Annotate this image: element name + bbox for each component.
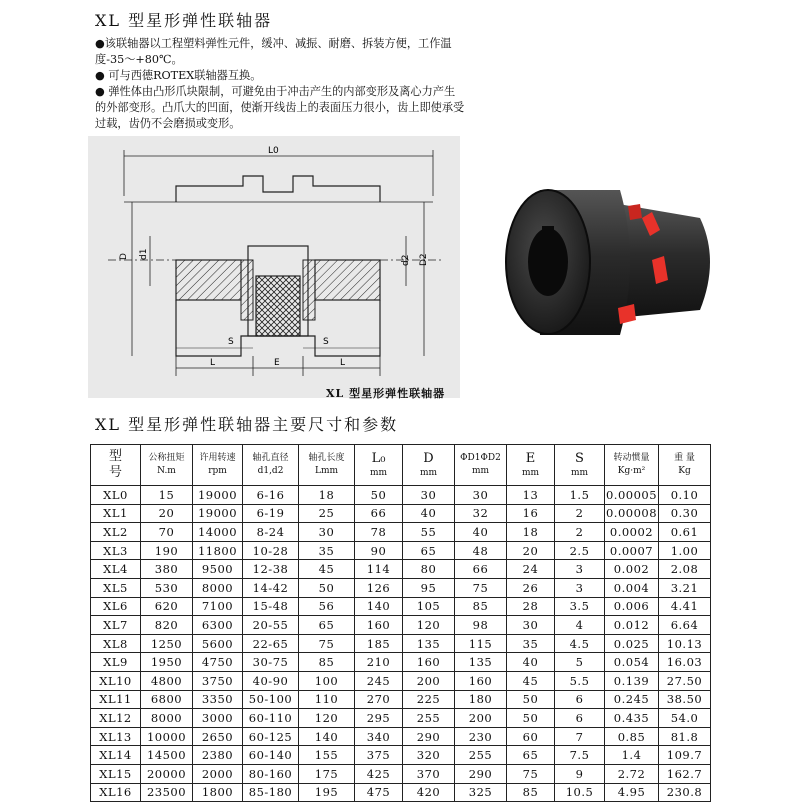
table-cell: 38.50	[659, 690, 711, 709]
table-cell: 1.00	[659, 541, 711, 560]
table-row	[91, 597, 711, 616]
table-cell: 85	[507, 783, 555, 802]
table-cell: 135	[455, 653, 507, 672]
table-row	[91, 578, 711, 597]
table-cell: 60-110	[243, 709, 299, 728]
table-cell: 230.8	[659, 783, 711, 802]
table-cell: 160	[455, 671, 507, 690]
table-row	[91, 653, 711, 672]
column-header-bottom: Kg	[678, 466, 691, 476]
table-cell: 75	[507, 764, 555, 783]
table-cell: 6-19	[243, 504, 299, 523]
table-cell: 7	[555, 727, 605, 746]
table-cell: 65	[403, 541, 455, 560]
table-cell: XL1	[91, 504, 141, 523]
table-cell: 80	[403, 560, 455, 579]
column-header-top: 轴孔长度	[308, 453, 345, 463]
spider-element	[256, 276, 300, 336]
label-l0: L0	[268, 146, 279, 156]
column-header-bottom: rpm	[208, 466, 227, 476]
table-cell: 6300	[193, 616, 243, 635]
table-cell: 70	[141, 523, 193, 542]
table-cell: 14500	[141, 746, 193, 765]
table-cell: XL2	[91, 523, 141, 542]
table-cell: 109.7	[659, 746, 711, 765]
table-cell: 0.139	[605, 671, 659, 690]
table-cell: XL15	[91, 764, 141, 783]
table-cell: 80-160	[243, 764, 299, 783]
shaft-bore	[528, 228, 568, 296]
table-cell: 30	[299, 523, 355, 542]
table-cell: 1.4	[605, 746, 659, 765]
table-cell: 110	[299, 690, 355, 709]
table-cell: 1950	[141, 653, 193, 672]
column-header-top: 轴孔直径	[252, 453, 289, 463]
table-cell: XL9	[91, 653, 141, 672]
table-cell: 0.85	[605, 727, 659, 746]
table-cell: 0.61	[659, 523, 711, 542]
table-cell: 0.00005	[605, 486, 659, 505]
table-cell: 120	[299, 709, 355, 728]
column-header-top: D	[423, 451, 434, 466]
table-cell: 50	[507, 690, 555, 709]
column-header-6	[403, 445, 455, 486]
table-cell: 5600	[193, 634, 243, 653]
table-cell: XL8	[91, 634, 141, 653]
table-cell: 120	[403, 616, 455, 635]
table-cell: 66	[355, 504, 403, 523]
table-cell: 27.50	[659, 671, 711, 690]
table-cell: 20	[141, 504, 193, 523]
table-cell: 75	[299, 634, 355, 653]
table-cell: 620	[141, 597, 193, 616]
table-cell: 10.5	[555, 783, 605, 802]
table-cell: 13	[507, 486, 555, 505]
table-cell: 5	[555, 653, 605, 672]
column-header-top: 许用转速	[199, 453, 236, 463]
table-row	[91, 560, 711, 579]
label-D2: D2	[419, 253, 429, 266]
table-cell: 3.21	[659, 578, 711, 597]
spec-table	[90, 444, 711, 802]
table-cell: XL12	[91, 709, 141, 728]
table-cell: 160	[355, 616, 403, 635]
column-header-4	[299, 445, 355, 486]
column-header-bottom: 号	[108, 465, 122, 480]
table-row	[91, 690, 711, 709]
table-cell: 9500	[193, 560, 243, 579]
table-cell: 0.054	[605, 653, 659, 672]
table-cell: 0.10	[659, 486, 711, 505]
table-cell: 2.08	[659, 560, 711, 579]
table-cell: 10000	[141, 727, 193, 746]
column-header-3	[243, 445, 299, 486]
table-cell: 1.5	[555, 486, 605, 505]
table-cell: 20	[507, 541, 555, 560]
table-cell: 14000	[193, 523, 243, 542]
column-header-bottom: mm	[471, 466, 490, 476]
table-cell: 0.025	[605, 634, 659, 653]
table-cell: 16.03	[659, 653, 711, 672]
table-cell: 160	[403, 653, 455, 672]
table-cell: XL13	[91, 727, 141, 746]
column-header-11	[659, 445, 711, 486]
table-cell: 340	[355, 727, 403, 746]
table-cell: 380	[141, 560, 193, 579]
table-cell: 175	[299, 764, 355, 783]
table-cell: 1250	[141, 634, 193, 653]
table-cell: 255	[403, 709, 455, 728]
table-row	[91, 746, 711, 765]
table-cell: 30	[507, 616, 555, 635]
table-cell: 135	[403, 634, 455, 653]
table-row	[91, 486, 711, 505]
table-cell: 180	[455, 690, 507, 709]
label-d1: d1	[139, 248, 149, 260]
table-cell: 6	[555, 709, 605, 728]
table-cell: 230	[455, 727, 507, 746]
table-cell: 820	[141, 616, 193, 635]
table-cell: 2650	[193, 727, 243, 746]
table-cell: 75	[455, 578, 507, 597]
table-cell: 35	[507, 634, 555, 653]
table-cell: 11800	[193, 541, 243, 560]
table-cell: 105	[403, 597, 455, 616]
column-header-top: L₀	[371, 451, 386, 466]
table-cell: XL6	[91, 597, 141, 616]
column-header-bottom: mm	[369, 468, 388, 478]
column-header-5	[355, 445, 403, 486]
label-s-left: S	[228, 337, 234, 347]
table-cell: 16	[507, 504, 555, 523]
table-cell: 115	[455, 634, 507, 653]
column-header-2	[193, 445, 243, 486]
table-cell: 28	[507, 597, 555, 616]
column-header-bottom: d1,d2	[257, 466, 284, 476]
table-cell: 40-90	[243, 671, 299, 690]
table-row	[91, 616, 711, 635]
table-cell: 7100	[193, 597, 243, 616]
label-l-left: L	[210, 358, 216, 368]
table-cell: 55	[403, 523, 455, 542]
column-header-bottom: N.m	[157, 466, 176, 476]
table-cell: 255	[455, 746, 507, 765]
table-cell: 40	[507, 653, 555, 672]
table-cell: XL16	[91, 783, 141, 802]
table-cell: 15	[141, 486, 193, 505]
table-cell: 85	[455, 597, 507, 616]
table-cell: 0.004	[605, 578, 659, 597]
drawing-svg	[88, 136, 460, 398]
upper-outline	[176, 176, 380, 202]
table-row	[91, 634, 711, 653]
drawing-caption: XL 型星形弹性联轴器	[326, 387, 446, 400]
table-cell: 140	[355, 597, 403, 616]
table-cell: 40	[455, 523, 507, 542]
table-cell: XL0	[91, 486, 141, 505]
table-cell: 4.41	[659, 597, 711, 616]
table-cell: 60-125	[243, 727, 299, 746]
table-cell: 19000	[193, 504, 243, 523]
table-cell: 30-75	[243, 653, 299, 672]
table-cell: 10.13	[659, 634, 711, 653]
column-header-1	[141, 445, 193, 486]
description	[95, 36, 465, 132]
table-cell: 30	[403, 486, 455, 505]
label-d2: d2	[401, 254, 411, 266]
table-cell: 6	[555, 690, 605, 709]
table-cell: XL11	[91, 690, 141, 709]
table-cell: 3750	[193, 671, 243, 690]
column-header-bottom: Kg·m²	[617, 466, 646, 476]
table-cell: 155	[299, 746, 355, 765]
table-cell: 100	[299, 671, 355, 690]
table-cell: 0.245	[605, 690, 659, 709]
table-cell: 4.5	[555, 634, 605, 653]
column-header-7	[455, 445, 507, 486]
column-header-top: 公称扭矩	[148, 453, 185, 463]
table-cell: 95	[403, 578, 455, 597]
table-cell: 50	[299, 578, 355, 597]
table-cell: 2380	[193, 746, 243, 765]
table-cell: 245	[355, 671, 403, 690]
table-cell: 32	[455, 504, 507, 523]
table-cell: 0.012	[605, 616, 659, 635]
table-cell: 23500	[141, 783, 193, 802]
table-cell: 270	[355, 690, 403, 709]
table-title: XL 型星形弹性联轴器主要尺寸和参数	[95, 415, 399, 434]
table-cell: XL4	[91, 560, 141, 579]
table-cell: 0.002	[605, 560, 659, 579]
table-cell: 3	[555, 560, 605, 579]
table-cell: 65	[507, 746, 555, 765]
technical-drawing	[88, 136, 460, 398]
table-cell: 85	[299, 653, 355, 672]
description-line-2: ● 可与西德ROTEX联轴器互换。	[95, 69, 262, 82]
table-cell: 375	[355, 746, 403, 765]
table-cell: 0.0007	[605, 541, 659, 560]
column-header-top: S	[575, 451, 584, 466]
table-cell: XL5	[91, 578, 141, 597]
table-row	[91, 671, 711, 690]
table-cell: 6800	[141, 690, 193, 709]
table-cell: 35	[299, 541, 355, 560]
table-cell: 30	[455, 486, 507, 505]
table-cell: 6-16	[243, 486, 299, 505]
table-cell: 22-65	[243, 634, 299, 653]
table-cell: XL3	[91, 541, 141, 560]
table-cell: 56	[299, 597, 355, 616]
table-cell: 5.5	[555, 671, 605, 690]
table-cell: 2	[555, 523, 605, 542]
table-cell: 126	[355, 578, 403, 597]
table-cell: 1800	[193, 783, 243, 802]
product-photo	[500, 170, 720, 350]
table-cell: 3000	[193, 709, 243, 728]
table-cell: 200	[403, 671, 455, 690]
table-cell: 0.00008	[605, 504, 659, 523]
table-cell: 295	[355, 709, 403, 728]
table-cell: 370	[403, 764, 455, 783]
table-cell: 45	[507, 671, 555, 690]
table-cell: 320	[403, 746, 455, 765]
table-cell: 4.95	[605, 783, 659, 802]
table-cell: 9	[555, 764, 605, 783]
column-header-9	[555, 445, 605, 486]
table-cell: 20-55	[243, 616, 299, 635]
table-cell: 26	[507, 578, 555, 597]
table-row	[91, 764, 711, 783]
table-cell: 2.5	[555, 541, 605, 560]
description-line-3: ● 弹性体由凸形爪块限制，可避免由于冲击产生的内部变形及离心力产生的外部变形。凸爪大的凹面，使渐开线齿上的表面压力很小，齿上即使承受过载，齿仍不会磨损或变形。	[95, 85, 465, 130]
table-cell: 0.006	[605, 597, 659, 616]
table-cell: 3350	[193, 690, 243, 709]
table-cell: 78	[355, 523, 403, 542]
label-e: E	[274, 358, 280, 368]
table-cell: 48	[455, 541, 507, 560]
table-cell: 25	[299, 504, 355, 523]
table-cell: 12-38	[243, 560, 299, 579]
table-cell: 425	[355, 764, 403, 783]
table-cell: 8000	[193, 578, 243, 597]
table-cell: 530	[141, 578, 193, 597]
table-cell: 50-100	[243, 690, 299, 709]
table-cell: 4	[555, 616, 605, 635]
table-cell: 66	[455, 560, 507, 579]
table-row	[91, 783, 711, 802]
table-cell: 98	[455, 616, 507, 635]
column-header-bottom: mm	[521, 468, 540, 478]
table-row	[91, 727, 711, 746]
table-cell: 40	[403, 504, 455, 523]
column-header-0	[91, 445, 141, 486]
table-row	[91, 541, 711, 560]
column-header-top: 重 量	[674, 453, 695, 463]
column-header-top: E	[525, 451, 536, 466]
table-cell: 325	[455, 783, 507, 802]
table-cell: 3	[555, 578, 605, 597]
column-header-bottom: mm	[570, 468, 589, 478]
table-cell: 0.0002	[605, 523, 659, 542]
column-header-10	[605, 445, 659, 486]
table-cell: 2000	[193, 764, 243, 783]
label-l-right: L	[340, 358, 346, 368]
table-cell: 140	[299, 727, 355, 746]
table-row	[91, 504, 711, 523]
table-cell: XL10	[91, 671, 141, 690]
table-cell: 290	[403, 727, 455, 746]
table-cell: 2.72	[605, 764, 659, 783]
table-cell: 15-48	[243, 597, 299, 616]
table-cell: 185	[355, 634, 403, 653]
table-cell: 195	[299, 783, 355, 802]
table-cell: 162.7	[659, 764, 711, 783]
table-cell: 60	[507, 727, 555, 746]
description-line-1: ●该联轴器以工程塑料弹性元件，缓冲、减振、耐磨、拆装方便，工作温度-35～+80℃。	[95, 37, 452, 66]
table-cell: 225	[403, 690, 455, 709]
table-cell: 200	[455, 709, 507, 728]
table-cell: 18	[299, 486, 355, 505]
table-cell: 50	[507, 709, 555, 728]
table-cell: 10-28	[243, 541, 299, 560]
table-cell: 54.0	[659, 709, 711, 728]
column-header-top: ΦD1ΦD2	[460, 453, 501, 463]
table-cell: 290	[455, 764, 507, 783]
table-cell: XL14	[91, 746, 141, 765]
column-header-8	[507, 445, 555, 486]
table-cell: 20000	[141, 764, 193, 783]
table-cell: 65	[299, 616, 355, 635]
table-cell: 4800	[141, 671, 193, 690]
column-header-bottom: mm	[419, 468, 438, 478]
table-cell: 19000	[193, 486, 243, 505]
table-cell: 85-180	[243, 783, 299, 802]
table-cell: XL7	[91, 616, 141, 635]
column-header-top: 转动惯量	[613, 453, 650, 463]
table-cell: 2	[555, 504, 605, 523]
table-cell: 45	[299, 560, 355, 579]
table-cell: 60-140	[243, 746, 299, 765]
table-cell: 114	[355, 560, 403, 579]
table-cell: 420	[403, 783, 455, 802]
table-row	[91, 523, 711, 542]
table-cell: 7.5	[555, 746, 605, 765]
table-row	[91, 709, 711, 728]
table-cell: 14-42	[243, 578, 299, 597]
page-title: XL 型星形弹性联轴器	[95, 11, 273, 30]
table-cell: 8-24	[243, 523, 299, 542]
table-cell: 0.435	[605, 709, 659, 728]
table-cell: 475	[355, 783, 403, 802]
left-hub-section	[176, 260, 241, 300]
label-s-right: S	[323, 337, 329, 347]
column-header-top: 型	[108, 449, 122, 464]
table-cell: 18	[507, 523, 555, 542]
table-cell: 24	[507, 560, 555, 579]
column-header-bottom: Lmm	[314, 466, 339, 476]
table-cell: 90	[355, 541, 403, 560]
table-cell: 190	[141, 541, 193, 560]
table-cell: 81.8	[659, 727, 711, 746]
table-cell: 210	[355, 653, 403, 672]
label-d: D	[119, 253, 129, 260]
table-cell: 4750	[193, 653, 243, 672]
right-hub-section	[315, 260, 380, 300]
table-cell: 50	[355, 486, 403, 505]
coupling-illustration	[500, 170, 720, 350]
table-cell: 3.5	[555, 597, 605, 616]
table-cell: 8000	[141, 709, 193, 728]
table-header-row	[91, 445, 711, 486]
table-cell: 0.30	[659, 504, 711, 523]
table-cell: 6.64	[659, 616, 711, 635]
